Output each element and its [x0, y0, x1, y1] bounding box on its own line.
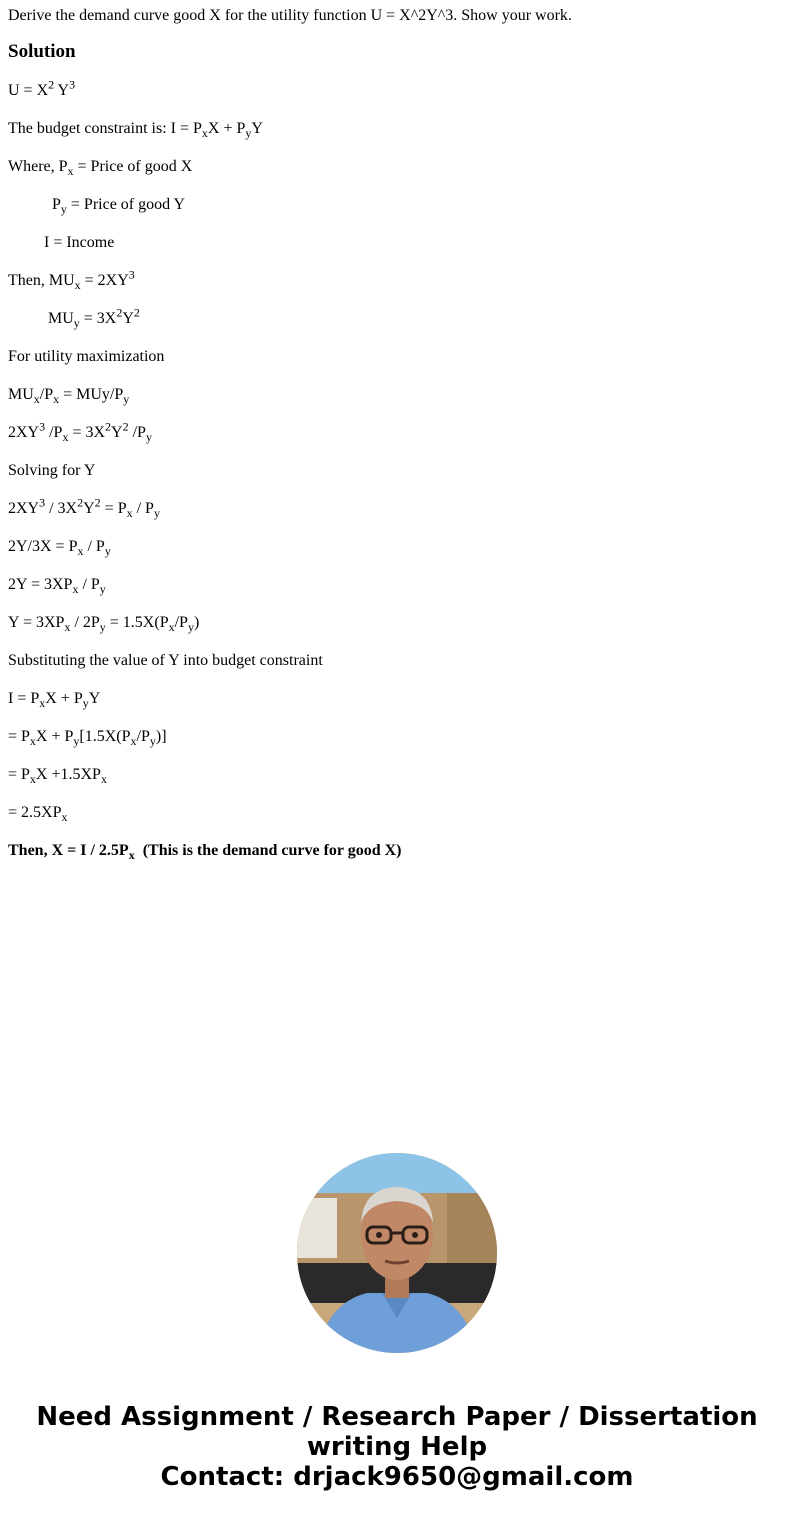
solving-for-y-label: Solving for Y: [8, 462, 96, 479]
demand-curve-result: Then, $X = I / 2.5P_x$ (This is the demand curve for good X): [8, 842, 402, 863]
y-solution-line: $Y = 3XP_x / 2P_y = 1.5X(P_x/P_y)$: [8, 614, 200, 635]
budget-substituted-line: = $P_xX + P_y[1.5X(P_x/P_y)]$: [8, 728, 167, 749]
substituted-mu-line: $2XY^3$ $/P_x = 3X^2Y^2$ $/P_y$: [8, 419, 152, 445]
author-avatar: [297, 1153, 497, 1353]
py-definition-line: $P_y$ = Price of good Y: [52, 196, 186, 217]
utility-max-label: For utility maximization: [8, 348, 165, 365]
budget-final-line: = $2.5XP_x$: [8, 804, 68, 825]
muy-line: $MU_y = 3X^2Y^2$: [48, 305, 140, 331]
two-y-line: $2Y = 3XP_x / P_y$: [8, 576, 106, 597]
budget-simplified-line: = $P_xX +1.5XP_x$: [8, 766, 107, 787]
equimarginal-line: $MU_x/P_x = MUy/P_y$: [8, 386, 130, 407]
simplified-ratio-line: $2Y/3X = P_x / P_y$: [8, 538, 111, 559]
mux-line: Then, $MU_x = 2XY^3$: [8, 267, 135, 293]
substituting-label: Substituting the value of Y into budget constraint: [8, 652, 323, 669]
ratio-line: $2XY^3 / 3X^2Y^2 = P_x / P_y$: [8, 495, 160, 521]
question-text: Derive the demand curve good X for the utility function U = X^2Y^3. Show your work.: [8, 7, 572, 24]
banner-line-2: writing Help: [306, 1432, 488, 1462]
banner-line-1: Need Assignment / Research Paper / Dissertation: [36, 1402, 758, 1432]
solution-heading: Solution: [8, 41, 76, 62]
utility-function-line: $U = X^2$ $Y^3$: [8, 77, 76, 99]
banner-contact-email[interactable]: Contact: drjack9650@gmail.com: [160, 1462, 634, 1492]
income-definition-line: I = Income: [44, 234, 115, 251]
budget-constraint-line: The budget constraint is: $I = P_xX + P_yY$: [8, 120, 263, 141]
where-px-line: Where, $P_x$ = Price of good X: [8, 158, 193, 179]
budget-restated-line: $I = P_xX + P_yY$: [8, 690, 101, 711]
contact-banner: [0, 1402, 794, 1492]
author-photo: [297, 1153, 497, 1353]
document-body: [8, 6, 786, 878]
